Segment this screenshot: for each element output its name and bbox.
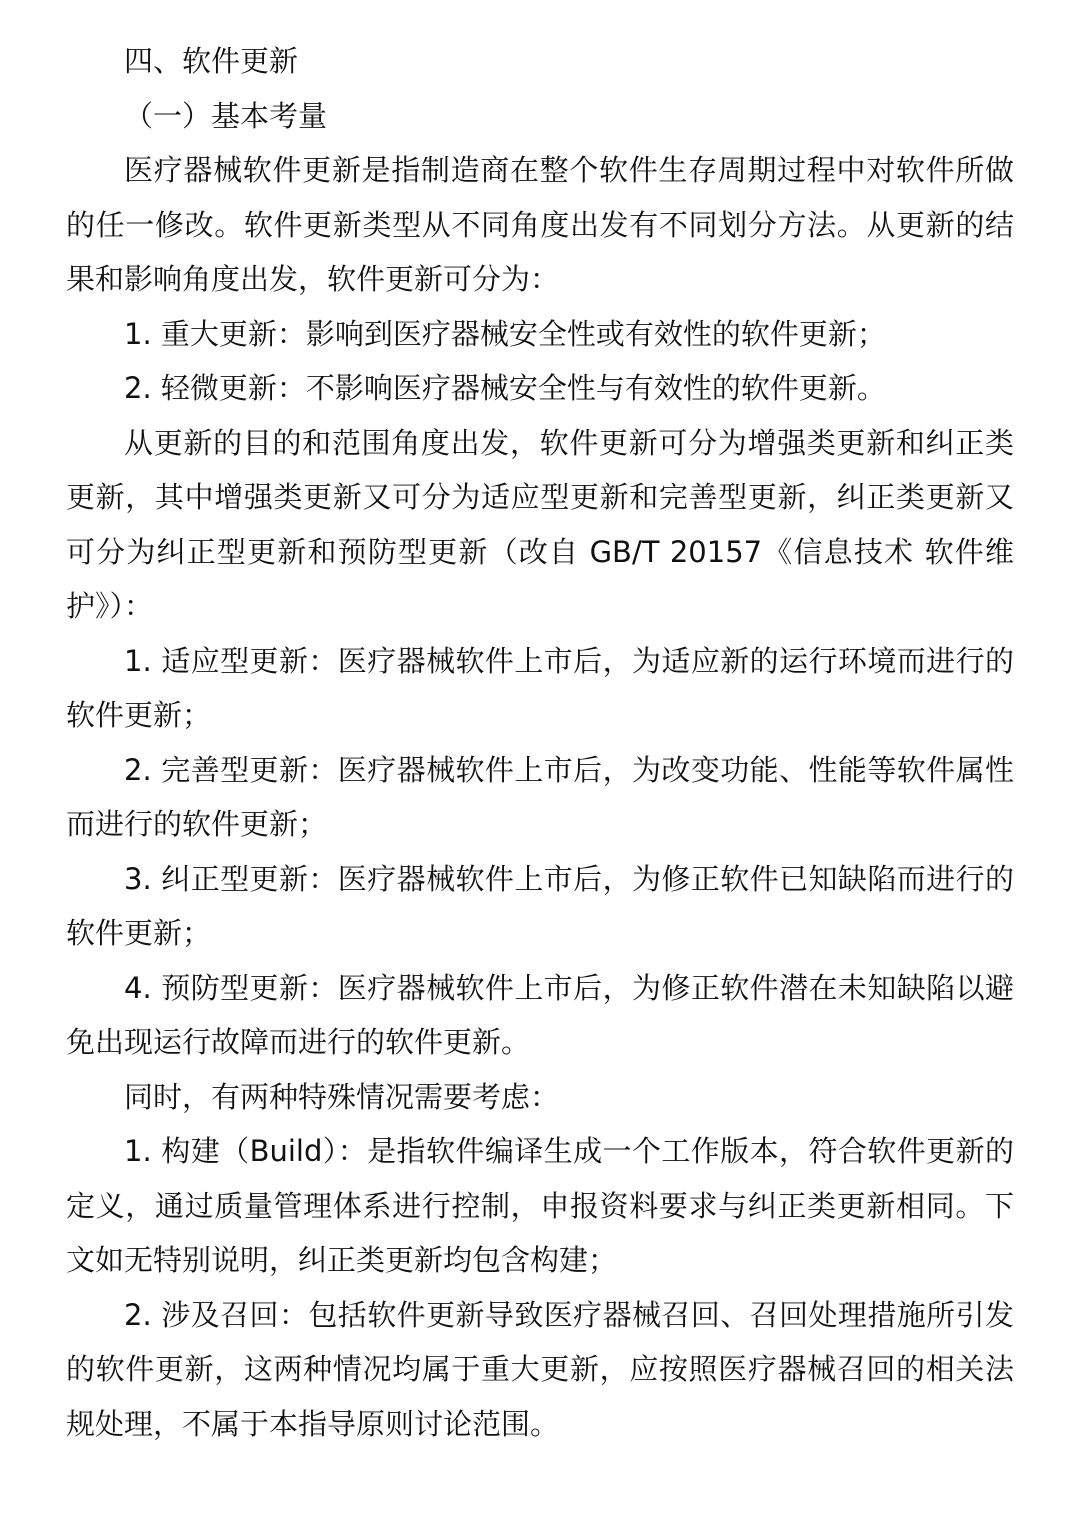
section-heading: 四、软件更新 bbox=[124, 44, 299, 78]
list-item-adaptive-update: 1. 适应型更新：医疗器械软件上市后，为适应新的运行环境而进行的软件更新； bbox=[66, 643, 1014, 732]
paragraph-purpose-scope: 从更新的目的和范围角度出发，软件更新可分为增强类更新和纠正类更新，其中增强类更新又可分为适应型更新和完善型更新，纠正类更新又可分为纠正型更新和预防型更新（改自 GB/T 20157《信息技术 软件维护》）： bbox=[66, 425, 1014, 623]
list-item-perfective-update: 2. 完善型更新：医疗器械软件上市后，为改变功能、性能等软件属性而进行的软件更新； bbox=[66, 752, 1014, 841]
list-item-major-update: 1. 重大更新：影响到医疗器械安全性或有效性的软件更新； bbox=[124, 316, 886, 351]
list-item-minor-update: 2. 轻微更新：不影响医疗器械安全性与有效性的软件更新。 bbox=[124, 371, 886, 405]
paragraph-definition: 医疗器械软件更新是指制造商在整个软件生存周期过程中对软件所做的任一修改。软件更新类型从不同角度出发有不同划分方法。从更新的结果和影响角度出发，软件更新可分为： bbox=[66, 153, 1014, 296]
list-item-recall: 2. 涉及召回：包括软件更新导致医疗器械召回、召回处理措施所引发的软件更新，这两种情况均属于重大更新，应按照医疗器械召回的相关法规处理，不属于本指导原则讨论范围。 bbox=[66, 1297, 1014, 1441]
subsection-heading: （一）基本考量 bbox=[124, 98, 328, 133]
list-item-corrective-update: 3. 纠正型更新：医疗器械软件上市后，为修正软件已知缺陷而进行的软件更新； bbox=[66, 861, 1014, 950]
document-page bbox=[66, 34, 1014, 1451]
list-item-preventive-update: 4. 预防型更新：医疗器械软件上市后，为修正软件潜在未知缺陷以避免出现运行故障而进行的软件更新。 bbox=[66, 970, 1014, 1059]
list-item-build: 1. 构建（Build）：是指软件编译生成一个工作版本，符合软件更新的定义，通过质量管理体系进行控制，申报资料要求与纠正类更新相同。下文如无特别说明，纠正类更新均包含构建； bbox=[66, 1134, 1014, 1277]
paragraph-special-cases: 同时，有两种特殊情况需要考虑： bbox=[124, 1079, 560, 1114]
